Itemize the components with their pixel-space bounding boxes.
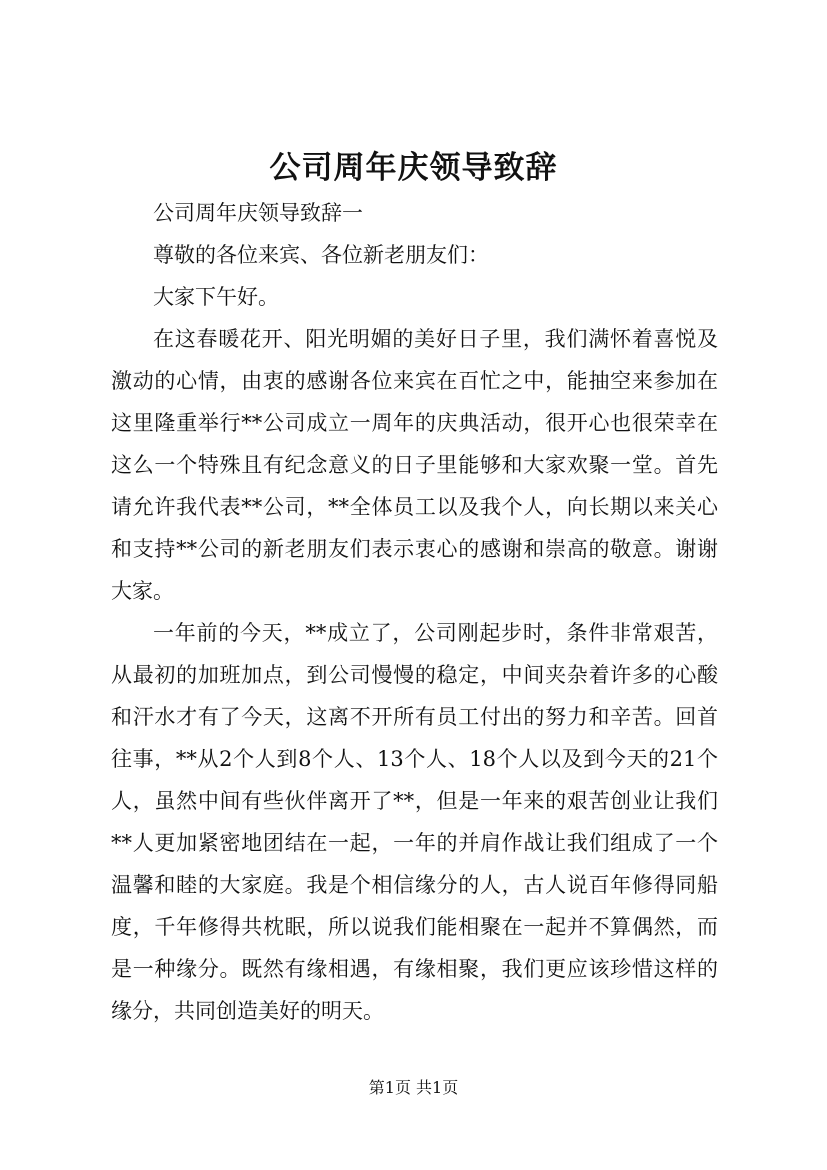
document-body bbox=[111, 192, 718, 1032]
paragraph-greeting: 大家下午好。 bbox=[153, 285, 279, 309]
paragraph-subtitle: 公司周年庆领导致辞一 bbox=[153, 201, 363, 225]
paragraph-history: 一年前的今天，**成立了，公司刚起步时，条件非常艰苦，从最初的加班加点，到公司慢慢的稳定，中间夹杂着许多的心酸和汗水才有了今天，这离不开所有员工付出的努力和辛苦。回首往事，**从2个人到8个人、13个人、18个人以及到今天的21个人，虽然中间有些伙伴离开了**，但是一年来的艰苦创业让我们**人更加紧密地团结在一起，一年的并肩作战让我们组成了一个温馨和睦的大家庭。我是个相信缘分的人，古人说百年修得同船度，千年修得共枕眠，所以说我们能相聚在一起并不算偶然，而是一种缘分。既然有缘相遇，有缘相聚，我们更应该珍惜这样的缘分，共同创造美好的明天。 bbox=[111, 621, 718, 1023]
page-footer: 第1页 共1页 bbox=[368, 1078, 459, 1097]
document-title: 公司周年庆领导致辞 bbox=[269, 150, 558, 186]
paragraph-salutation: 尊敬的各位来宾、各位新老朋友们： bbox=[153, 243, 489, 267]
paragraph-thanks: 在这春暖花开、阳光明媚的美好日子里，我们满怀着喜悦及激动的心情，由衷的感谢各位来宾在百忙之中，能抽空来参加在这里隆重举行**公司成立一周年的庆典活动，很开心也很荣幸在这么一个特殊且有纪念意义的日子里能够和大家欢聚一堂。首先请允许我代表**公司，**全体员工以及我个人，向长期以来关心和支持**公司的新老朋友们表示衷心的感谢和崇高的敬意。谢谢大家。 bbox=[111, 327, 718, 603]
